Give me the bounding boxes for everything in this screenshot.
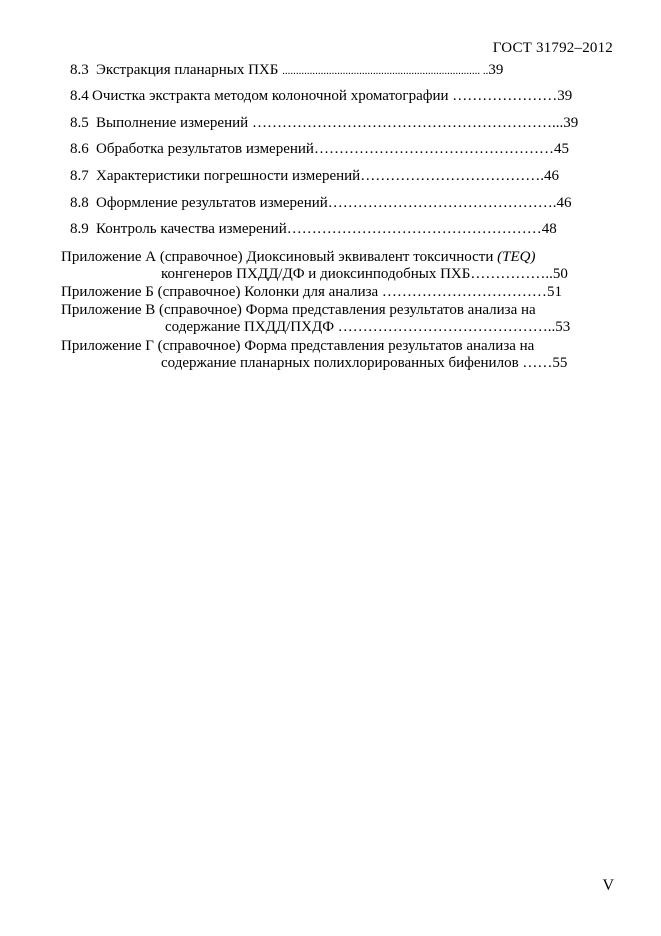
toc-entry-page: 48 — [541, 221, 557, 237]
toc-appendix-g-continuation[interactable] — [161, 354, 567, 372]
toc-appendix-title-line2: содержание ПХДД/ПХДФ …………………………………….. — [165, 319, 556, 335]
toc-appendix-title-line2: содержание планарных полихлорированных бифенилов …… — [161, 355, 553, 371]
toc-entry-title: Оформление результатов измерений — [96, 195, 328, 211]
toc-appendix-title: Приложение А (справочное) Диоксиновый эквивалент токсичности — [61, 249, 498, 265]
toc-entry-8-8[interactable] — [70, 194, 572, 212]
toc-appendix-a[interactable] — [61, 248, 535, 266]
toc-entry-title: Выполнение измерений — [96, 115, 249, 131]
toc-entry-page: 55 — [552, 355, 568, 371]
toc-entry-8-6[interactable] — [70, 140, 569, 158]
toc-appendix-title-line2: конгенеров ПХДД/ДФ и диоксинподобных ПХБ…………….. — [161, 266, 553, 282]
toc-entry-title: Обработка результатов измерений — [96, 141, 314, 157]
toc-entry-8-7[interactable] — [70, 167, 559, 185]
toc-entry-number: 8.9 — [70, 221, 89, 237]
toc-entry-title: Очистка экстракта методом колоночной хроматографии — [92, 88, 449, 104]
toc-entry-8-5[interactable] — [70, 114, 578, 132]
toc-leader-dots: ………………………………………… — [313, 141, 554, 157]
toc-appendix-v-continuation[interactable] — [165, 318, 570, 336]
toc-entry-number: 8.4 — [70, 88, 89, 104]
toc-leader-dots: ........................................................................ .. — [282, 65, 489, 77]
toc-entry-8-3[interactable] — [70, 61, 503, 80]
toc-entry-number: 8.3 — [70, 62, 89, 78]
toc-entry-page: 39 — [488, 62, 504, 78]
toc-appendix-v[interactable] — [61, 301, 536, 319]
toc-appendix-g[interactable] — [61, 337, 534, 355]
toc-entry-page: 51 — [546, 284, 562, 300]
document-id-header: ГОСТ 31792–2012 — [492, 40, 613, 56]
toc-entry-page: 45 — [553, 141, 569, 157]
toc-entry-8-4[interactable] — [70, 87, 572, 105]
toc-entry-number: 8.8 — [70, 195, 89, 211]
toc-entry-number: 8.6 — [70, 141, 89, 157]
toc-leader-dots: ………………………………………. — [327, 195, 557, 211]
toc-entry-page: 50 — [552, 266, 568, 282]
toc-leader-dots: ………………………………. — [360, 168, 544, 184]
toc-entry-page: 46 — [543, 168, 559, 184]
toc-entry-title: Контроль качества измерений — [96, 221, 287, 237]
toc-appendix-title: Приложение Г (справочное) Форма представления результатов анализа на — [61, 338, 535, 354]
toc-entry-page: 39 — [563, 115, 579, 131]
toc-leader-dots: ……………………………………………………... — [248, 115, 564, 131]
toc-entry-page: 39 — [557, 88, 573, 104]
page-number-footer: V — [602, 877, 614, 894]
toc-entry-number: 8.7 — [70, 168, 89, 184]
toc-appendix-a-continuation[interactable] — [161, 265, 568, 283]
toc-entry-8-9[interactable] — [70, 220, 557, 238]
toc-entry-title: Экстракция планарных ПХБ — [96, 62, 279, 78]
toc-entry-number: 8.5 — [70, 115, 89, 131]
toc-entry-page: 53 — [555, 319, 571, 335]
toc-appendix-title: Приложение Б (справочное) Колонки для анализа …………………………… — [61, 284, 547, 300]
toc-leader-dots: ………………… — [448, 88, 558, 104]
toc-entry-page: 46 — [556, 195, 572, 211]
toc-appendix-title: Приложение В (справочное) Форма представления результатов анализа на — [61, 302, 536, 318]
toc-appendix-title-italic: (TEQ) — [497, 249, 536, 265]
toc-leader-dots: …………………………………………… — [286, 221, 542, 237]
toc-entry-title: Характеристики погрешности измерений — [96, 168, 361, 184]
toc-appendix-b[interactable] — [61, 283, 562, 301]
